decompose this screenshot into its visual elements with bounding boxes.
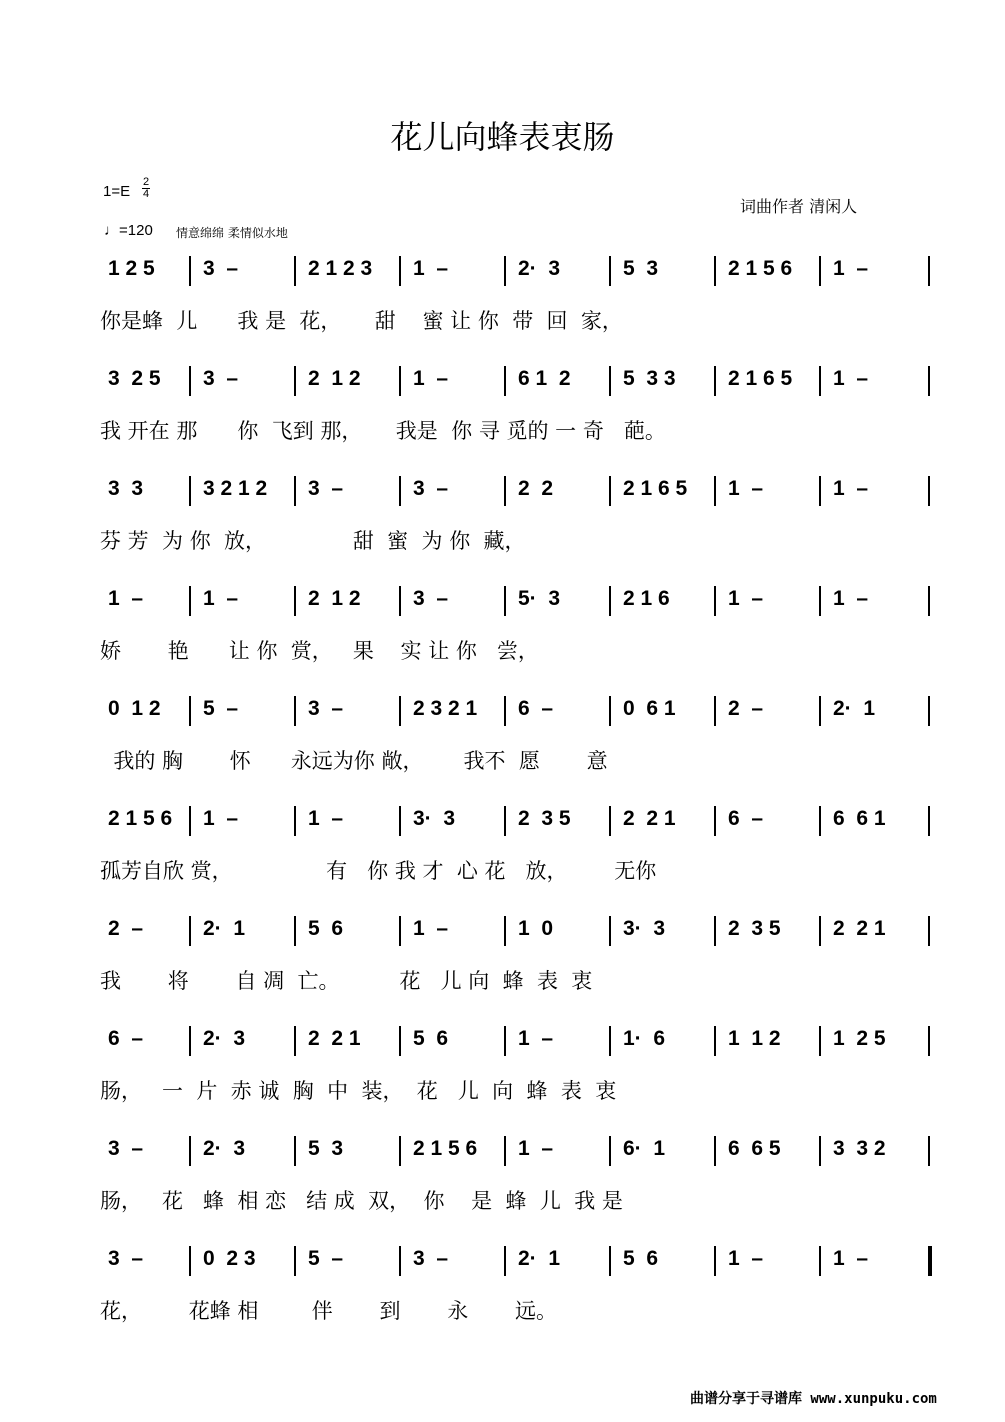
lyrics-line: 我 开在 那 你 飞到 那， 我是 你 寻 觅的 一 奇 葩。 xyxy=(100,419,666,443)
bar-line xyxy=(819,696,821,726)
measure: 5 6 xyxy=(413,1027,449,1050)
notation-line xyxy=(100,1024,940,1074)
final-bar-line xyxy=(928,1136,930,1166)
measure: 3 – xyxy=(308,477,344,500)
measure: 1 – xyxy=(728,1247,764,1270)
time-signature-bottom: 4 xyxy=(142,188,150,200)
bar-line xyxy=(714,256,716,286)
bar-line xyxy=(714,366,716,396)
measure: 3 3 2 xyxy=(833,1137,886,1160)
measure: 3 – xyxy=(413,1247,449,1270)
composer-credit: 词曲作者 清闲人 xyxy=(740,197,858,216)
measure: 2 1 6 5 xyxy=(728,367,793,390)
score-row xyxy=(100,474,940,584)
expression-marking: 情意绵绵 柔情似水地 xyxy=(176,226,288,240)
score-row xyxy=(100,1134,940,1244)
measure: 6 6 1 xyxy=(833,807,886,830)
bar-line xyxy=(504,1026,506,1056)
bar-line xyxy=(399,916,401,946)
bar-line xyxy=(714,1246,716,1276)
bar-line xyxy=(609,696,611,726)
measure: 1 – xyxy=(728,587,764,610)
measure: 2 1 5 6 xyxy=(728,257,793,280)
bar-line xyxy=(819,1136,821,1166)
tempo-marking: ♩=120 xyxy=(104,222,153,239)
bar-line xyxy=(189,1136,191,1166)
measure: 2 2 1 xyxy=(833,917,886,940)
measure: 2 1 6 xyxy=(623,587,670,610)
bar-line xyxy=(294,256,296,286)
measure: 3 – xyxy=(413,477,449,500)
notation-line xyxy=(100,1244,940,1294)
bar-line xyxy=(189,586,191,616)
score-row xyxy=(100,914,940,1024)
measure: 1 – xyxy=(413,367,449,390)
final-bar-line xyxy=(928,256,930,286)
measure: 1 – xyxy=(108,587,144,610)
measure: 1 – xyxy=(203,807,239,830)
bar-line xyxy=(714,806,716,836)
measure: 2 2 1 xyxy=(623,807,676,830)
lyrics-line: 肠， 花 蜂 相 恋 结 成 双， 你 是 蜂 儿 我 是 xyxy=(100,1189,623,1213)
bar-line xyxy=(399,586,401,616)
measure: 0 6 1 xyxy=(623,697,676,720)
bar-line xyxy=(399,1026,401,1056)
measure: 2 1 2 3 xyxy=(308,257,373,280)
score-row xyxy=(100,254,940,364)
bar-line xyxy=(399,1246,401,1276)
measure: 2 3 2 1 xyxy=(413,697,478,720)
bar-line xyxy=(609,256,611,286)
bar-line xyxy=(294,1136,296,1166)
measure: 1 – xyxy=(833,367,869,390)
bar-line xyxy=(294,476,296,506)
bar-line xyxy=(399,256,401,286)
lyrics-line: 我的 胸 怀 永远为你 敞， 我不 愿 意 xyxy=(100,749,608,773)
final-bar-line xyxy=(928,916,930,946)
measure: 1 – xyxy=(518,1027,554,1050)
measure: 6 – xyxy=(518,697,554,720)
bar-line xyxy=(504,696,506,726)
measure: 5· 3 xyxy=(518,587,561,610)
measure: 1 – xyxy=(833,477,869,500)
song-title: 花儿向蜂表衷肠 xyxy=(390,118,615,156)
bar-line xyxy=(609,476,611,506)
bar-line xyxy=(609,366,611,396)
measure: 2· 1 xyxy=(203,917,246,940)
measure: 5 6 xyxy=(623,1247,659,1270)
measure: 1 – xyxy=(833,257,869,280)
bar-line xyxy=(714,696,716,726)
bar-line xyxy=(399,366,401,396)
measure: 1 – xyxy=(413,917,449,940)
bar-line xyxy=(189,366,191,396)
bar-line xyxy=(609,806,611,836)
top-edge-mark xyxy=(76,0,166,3)
bar-line xyxy=(609,586,611,616)
final-bar-line xyxy=(928,696,930,726)
bar-line xyxy=(189,1246,191,1276)
measure: 3 2 1 2 xyxy=(203,477,268,500)
bar-line xyxy=(399,696,401,726)
final-bar-line xyxy=(928,476,930,506)
measure: 5 3 xyxy=(308,1137,344,1160)
measure: 2 1 2 xyxy=(308,367,361,390)
bar-line xyxy=(609,916,611,946)
bar-line xyxy=(189,1026,191,1056)
bar-line xyxy=(189,256,191,286)
bar-line xyxy=(714,1136,716,1166)
measure: 2 2 1 xyxy=(308,1027,361,1050)
notation-line xyxy=(100,254,940,304)
bar-line xyxy=(819,256,821,286)
measure: 3 – xyxy=(108,1247,144,1270)
lyrics-line: 花， 花蜂 相 伴 到 永 远。 xyxy=(100,1299,557,1323)
bar-line xyxy=(189,696,191,726)
final-bar-line xyxy=(928,806,930,836)
measure: 3 – xyxy=(203,257,239,280)
bar-line xyxy=(714,476,716,506)
measure: 2· 1 xyxy=(518,1247,561,1270)
bar-line xyxy=(504,806,506,836)
bar-line xyxy=(714,1026,716,1056)
score-row xyxy=(100,364,940,474)
footer-source: 曲谱分享于寻谱库 www.xunpuku.com xyxy=(690,1391,937,1407)
bar-line xyxy=(294,696,296,726)
bar-line xyxy=(609,1136,611,1166)
notation-line xyxy=(100,1134,940,1184)
measure: 2 2 xyxy=(518,477,554,500)
notation-line xyxy=(100,474,940,524)
measure: 3 – xyxy=(108,1137,144,1160)
score-row xyxy=(100,584,940,694)
measure: 2 1 5 6 xyxy=(413,1137,478,1160)
key-signature: 1=E xyxy=(103,183,131,200)
lyrics-line: 芬 芳 为 你 放， 甜 蜜 为 你 藏， xyxy=(100,529,526,553)
final-bar-line xyxy=(928,1026,930,1056)
score-row xyxy=(100,804,940,914)
bar-line xyxy=(714,916,716,946)
final-bar-line xyxy=(928,586,930,616)
bar-line xyxy=(399,806,401,836)
measure: 2 1 2 xyxy=(308,587,361,610)
final-bar-line xyxy=(928,366,930,396)
bar-line xyxy=(294,586,296,616)
bar-line xyxy=(294,916,296,946)
lyrics-line: 肠， 一 片 赤 诚 胸 中 装， 花 儿 向 蜂 表 衷 xyxy=(100,1079,617,1103)
measure: 5 – xyxy=(203,697,239,720)
score-row xyxy=(100,1024,940,1134)
measure: 1 – xyxy=(203,587,239,610)
measure: 3 3 xyxy=(108,477,144,500)
measure: 6 – xyxy=(108,1027,144,1050)
measure: 1 – xyxy=(518,1137,554,1160)
bar-line xyxy=(609,1026,611,1056)
notation-line xyxy=(100,364,940,414)
time-signature-top: 2 xyxy=(142,176,150,188)
measure: 5 3 xyxy=(623,257,659,280)
bar-line xyxy=(504,366,506,396)
measure: 1 – xyxy=(833,1247,869,1270)
notation-line xyxy=(100,584,940,634)
measure: 5 – xyxy=(308,1247,344,1270)
measure: 5 6 xyxy=(308,917,344,940)
bar-line xyxy=(294,1246,296,1276)
bar-line xyxy=(504,256,506,286)
measure: 3 – xyxy=(413,587,449,610)
bar-line xyxy=(189,476,191,506)
measure: 1 0 xyxy=(518,917,554,940)
bar-line xyxy=(504,1246,506,1276)
measure: 1 2 5 xyxy=(108,257,155,280)
bar-line xyxy=(294,1026,296,1056)
bar-line xyxy=(504,1136,506,1166)
bar-line xyxy=(819,366,821,396)
measure: 3 – xyxy=(203,367,239,390)
bar-line xyxy=(819,476,821,506)
measure: 6 1 2 xyxy=(518,367,571,390)
measure: 1· 6 xyxy=(623,1027,666,1050)
measure: 3 2 5 xyxy=(108,367,161,390)
time-signature xyxy=(142,177,150,200)
bar-line xyxy=(399,1136,401,1166)
bar-line xyxy=(294,366,296,396)
bar-line xyxy=(819,806,821,836)
measure: 2 1 6 5 xyxy=(623,477,688,500)
measure: 1 1 2 xyxy=(728,1027,781,1050)
bar-line xyxy=(504,916,506,946)
lyrics-line: 你是蜂 儿 我 是 花， 甜 蜜 让 你 带 回 家， xyxy=(100,309,623,333)
measure: 2 – xyxy=(108,917,144,940)
lyrics-line: 孤芳自欣 赏， 有 你 我 才 心 花 放， 无你 xyxy=(100,859,657,883)
measure: 2 – xyxy=(728,697,764,720)
bar-line xyxy=(504,586,506,616)
bar-line xyxy=(399,476,401,506)
measure: 0 2 3 xyxy=(203,1247,256,1270)
measure: 1 – xyxy=(308,807,344,830)
lyrics-line: 娇 艳 让 你 赏， 果 实 让 你 尝， xyxy=(100,639,539,663)
measure: 2 3 5 xyxy=(518,807,571,830)
measure: 1 – xyxy=(728,477,764,500)
measure: 2· 3 xyxy=(203,1137,246,1160)
final-bar-line xyxy=(928,1246,932,1276)
bar-line xyxy=(189,916,191,946)
measure: 5 3 3 xyxy=(623,367,676,390)
lyrics-line: 我 将 自 凋 亡。 花 儿 向 蜂 表 衷 xyxy=(100,969,593,993)
measure: 1 2 5 xyxy=(833,1027,886,1050)
measure: 2· 1 xyxy=(833,697,876,720)
notation-line xyxy=(100,694,940,744)
bar-line xyxy=(819,1026,821,1056)
measure: 6 6 5 xyxy=(728,1137,781,1160)
bar-line xyxy=(294,806,296,836)
bar-line xyxy=(504,476,506,506)
bar-line xyxy=(714,586,716,616)
measure: 1 – xyxy=(833,587,869,610)
measure: 6· 1 xyxy=(623,1137,666,1160)
measure: 3· 3 xyxy=(413,807,456,830)
measure: 2· 3 xyxy=(518,257,561,280)
measure: 2 3 5 xyxy=(728,917,781,940)
measure: 1 – xyxy=(413,257,449,280)
measure: 0 1 2 xyxy=(108,697,161,720)
bar-line xyxy=(819,916,821,946)
bar-line xyxy=(819,1246,821,1276)
notation-line xyxy=(100,914,940,964)
bar-line xyxy=(189,806,191,836)
score-row xyxy=(100,694,940,804)
measure: 3· 3 xyxy=(623,917,666,940)
measure: 6 – xyxy=(728,807,764,830)
bar-line xyxy=(819,586,821,616)
measure: 2· 3 xyxy=(203,1027,246,1050)
measure: 2 1 5 6 xyxy=(108,807,173,830)
bar-line xyxy=(609,1246,611,1276)
score-row xyxy=(100,1244,940,1354)
notation-line xyxy=(100,804,940,854)
measure: 3 – xyxy=(308,697,344,720)
